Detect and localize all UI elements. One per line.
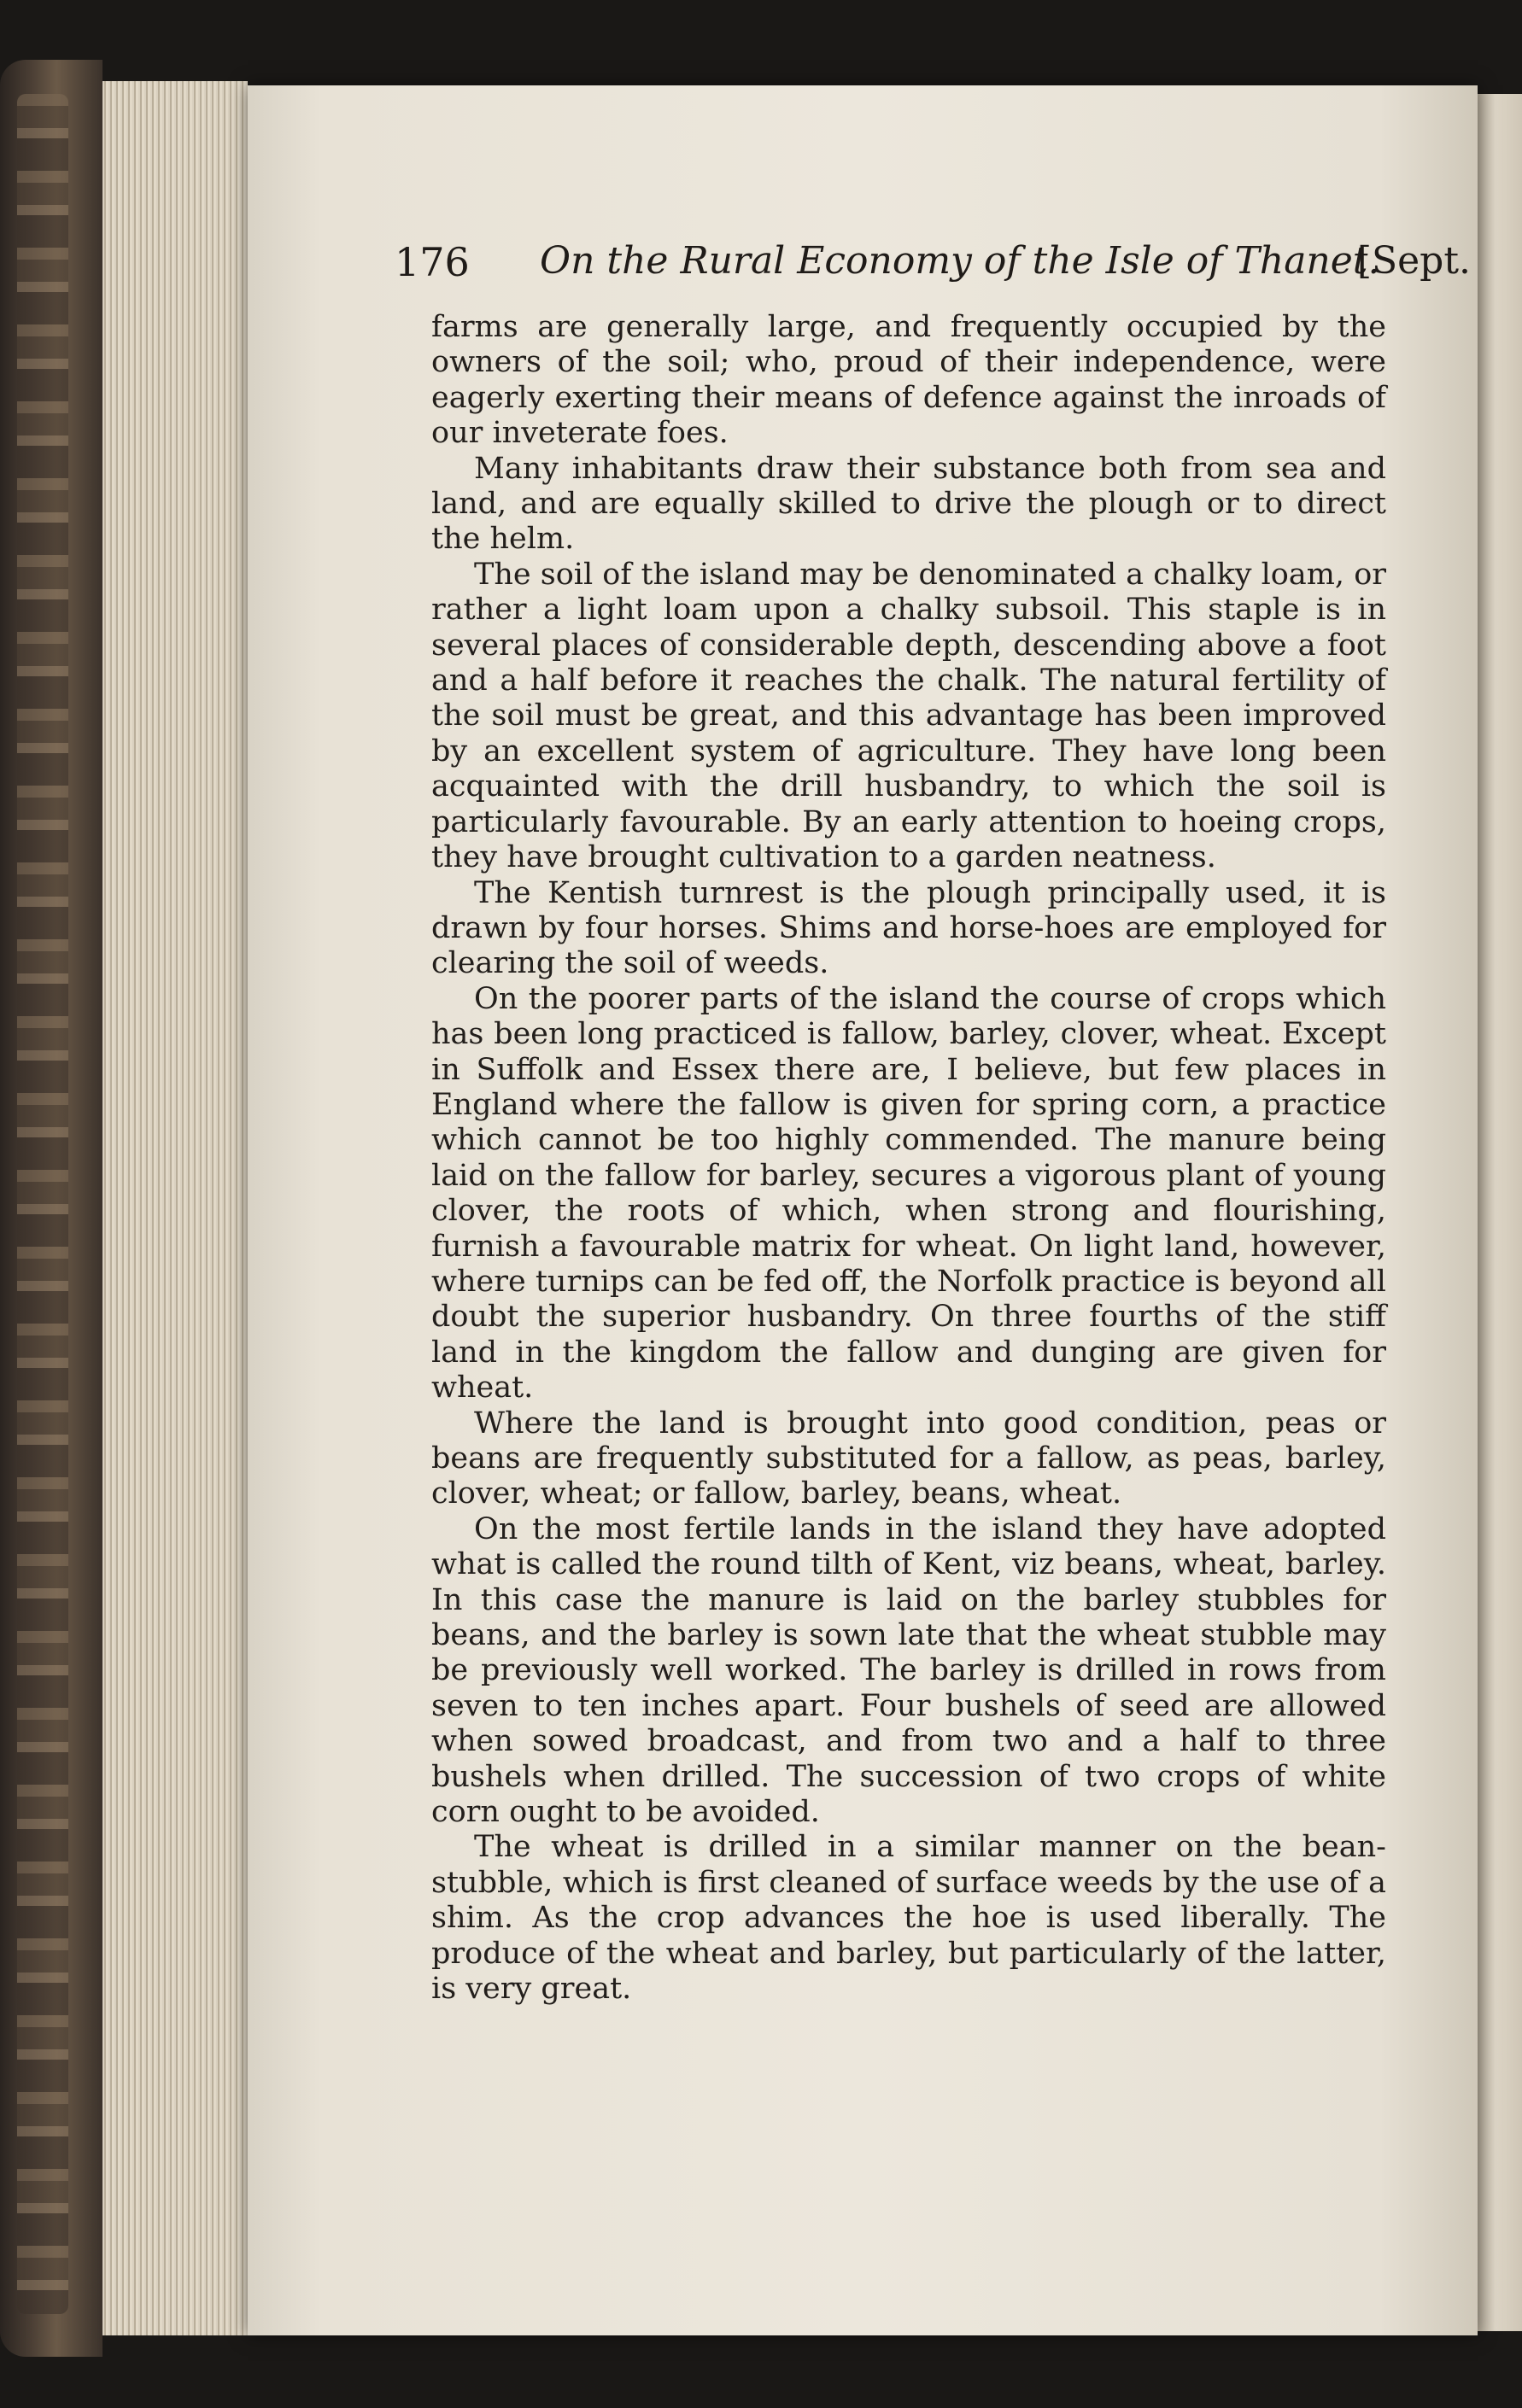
paragraph: The wheat is drilled in a similar manner on the bean-stubble, which is first cleaned of surface weeds by the use of a shim. As the crop advances the hoe is used liberally. The produce of the wheat and barley, but particularly of the latter, is very great. — [431, 1830, 1386, 2007]
paragraph: farms are generally large, and frequently occupied by the owners of the soil; who, proud of their independence, were eagerly exerting their means of defence against the inroads of our inveterate foes. — [431, 310, 1386, 451]
paragraph: Many inhabitants draw their substance both from sea and land, and are equally skilled to drive the plough or to direct the helm. — [431, 451, 1386, 557]
running-title: On the Rural Economy of the Isle of Thanet. — [540, 239, 1380, 283]
paragraph: The Kentish turnrest is the plough principally used, it is drawn by four horses. Shims and horse-hoes are employed for clearing the soil of weeds. — [431, 875, 1386, 981]
book-page — [248, 85, 1478, 2335]
paragraph: On the poorer parts of the island the course of crops which has been long practiced is fallow, barley, clover, wheat. Except in Suffolk and Essex there are, I believe, but few places in England where the fallow is given for spring corn, a practice which cannot be too highly commended. The manure being laid on the fallow for barley, secures a vigorous plant of young clover, the roots of which, when strong and flourishing, furnish a favourable matrix for wheat. On light land, however, where turnips can be fed off, the Norfolk practice is beyond all doubt the superior husbandry. On three fourths of the stiff land in the kingdom the fallow and dunging are given for wheat. — [431, 981, 1386, 1406]
page-number: 176 — [395, 239, 470, 285]
running-month: [Sept. — [1356, 239, 1471, 283]
paragraph: On the most fertile lands in the island they have adopted what is called the round tilth of Kent, viz beans, wheat, barley. In this case the manure is laid on the barley stubbles for beans, and the barley is sown late that the wheat stubble may be previously well worked. The barley is drilled in rows from seven to ten inches apart. Four bushels of seed are allowed when sowed broadcast, and from two and a half to three bushels when drilled. The succession of two crops of white corn ought to be avoided. — [431, 1511, 1386, 1830]
page-edges — [102, 81, 248, 2335]
book-cover — [0, 60, 102, 2357]
running-header — [395, 239, 1471, 299]
paragraph: Where the land is brought into good condition, peas or beans are frequently substituted for a fallow, as peas, barley, clover, wheat; or fallow, barley, beans, wheat. — [431, 1406, 1386, 1511]
paragraph: The soil of the island may be denominated a chalky loam, or rather a light loam upon a chalky subsoil. This staple is in several places of considerable depth, descending above a foot and a half before it reaches the chalk. The natural fertility of the soil must be great, and this advantage has been improved by an excellent system of agriculture. They have long been acquainted with the drill husbandry, to which the soil is particularly favourable. By an early attention to hoeing crops, they have brought cultivation to a garden neatness. — [431, 557, 1386, 875]
facing-page-edge — [1478, 94, 1522, 2331]
body-text — [431, 310, 1386, 2008]
